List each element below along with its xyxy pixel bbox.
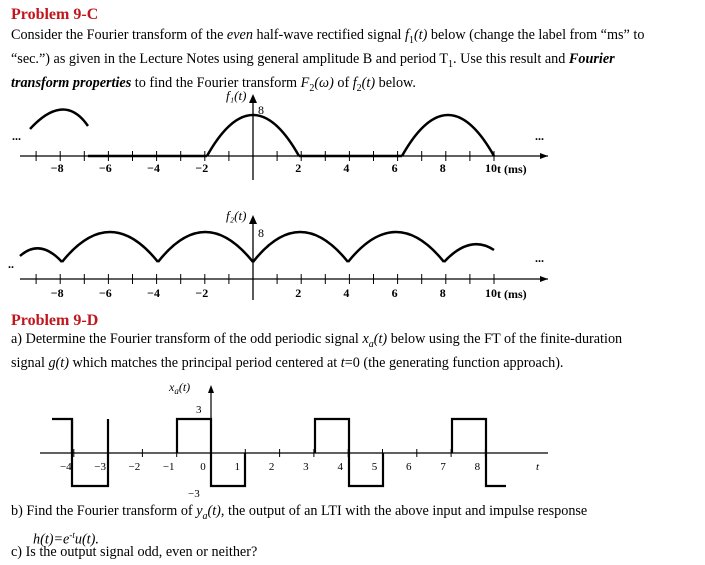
- problem-9d-c-line: c) Is the output signal odd, even or neither?: [11, 544, 258, 560]
- figure2-tick-label: 8: [439, 286, 446, 300]
- f2-ellipsis-right: ...: [535, 251, 544, 265]
- figure1-tick-label: 8: [439, 161, 446, 175]
- figure3-tick-label: 3: [303, 461, 309, 473]
- f2-ticks: [36, 274, 497, 300]
- f1-y-label: f₁(t): [226, 88, 247, 103]
- figure2-tick-label: 2: [295, 286, 302, 300]
- xa-y-label: $x_a(t)$: [169, 380, 191, 396]
- problem-9d-a-line-2: signal g(t) which matches the principal period centered at t=0 (the generating function approach).: [11, 354, 564, 371]
- figure3-tick-label: −1: [162, 461, 175, 473]
- f2-peak-label: 8: [258, 226, 264, 240]
- f1-peak-label: 8: [258, 103, 264, 117]
- problem-9c-line-1: Consider the Fourier transform of the even half-wave rectified signal $f_1(t)$ below (change the label from “ms” to: [11, 27, 645, 46]
- f1-arch-right: [402, 115, 494, 156]
- xa-axes: [40, 385, 548, 473]
- figure2-tick-label: −8: [50, 286, 64, 300]
- figure-f2-plot: [0, 208, 705, 308]
- figure2-tick-label: −6: [98, 286, 112, 300]
- f2-arch-4: [348, 232, 444, 262]
- figure2-tick-label: −4: [147, 286, 161, 300]
- problem-9c-line-2: “sec.”) as given in the Lecture Notes using general amplitude B and period $T_1$. Use this result and Fourier: [11, 50, 615, 70]
- xa-y-arrow: [208, 385, 214, 393]
- problem-9d-a-line-1: a) Determine the Fourier transform of the odd periodic signal $x_a(t)$ below using the FT of the finite-duration: [11, 331, 623, 350]
- figure3-tick-label: 0: [200, 461, 206, 473]
- f2-waveform: [20, 232, 494, 262]
- f1-x-arrow: [540, 153, 548, 159]
- figure3-tick-label: 4: [337, 461, 343, 473]
- f1-ellipsis-left: ...: [12, 129, 21, 143]
- figure1-tick-label: −4: [147, 161, 161, 175]
- figure1-tick-label: 10: [485, 161, 497, 175]
- xa-top-level-label: 3: [196, 404, 202, 416]
- f1-y-arrow: [249, 94, 257, 103]
- f1-ticks: [36, 151, 497, 175]
- problem-9d-b-line-2: $h(t)=e^{-t}u(t)$.: [33, 529, 99, 548]
- problem-9d-part-a: [11, 330, 701, 373]
- f2-arch-3: [253, 232, 348, 262]
- problem-9d-title: Problem 9-D: [11, 312, 99, 329]
- figure2-tick-label: 6: [391, 286, 398, 300]
- figure3-tick-label: −2: [128, 461, 141, 473]
- f1-x-label: t (ms): [497, 162, 527, 176]
- figure3-tick-label: 6: [406, 461, 412, 473]
- figure3-tick-label: −4: [59, 461, 72, 473]
- f2-ellipsis-left: ..: [8, 257, 14, 271]
- f2-arch-2: [158, 232, 253, 262]
- f2-y-arrow: [249, 215, 257, 224]
- xa-pulse-positive-3: [452, 419, 486, 453]
- figure1-tick-label: 4: [343, 161, 350, 175]
- figure3-tick-label: 8: [474, 461, 481, 473]
- f1-ellipsis-right: ...: [535, 129, 544, 143]
- xa-pulse-positive-2: [315, 419, 349, 453]
- xa-pulse-negative-3: [486, 453, 506, 486]
- xa-pulse-positive-1: [177, 419, 211, 453]
- figure1-tick-label: 6: [391, 161, 398, 175]
- f2-arch-0: [20, 248, 62, 262]
- figure-xa-plot: [0, 373, 705, 503]
- figure2-tick-label: 10: [485, 286, 497, 300]
- figure3-tick-label: 2: [268, 461, 275, 473]
- xa-pulse-negative-2: [349, 453, 383, 486]
- figure3-tick-label: 1: [234, 461, 241, 473]
- figure1-tick-label: −2: [195, 161, 209, 175]
- f1-arch-left: [30, 110, 88, 129]
- f2-x-label: t (ms): [497, 287, 527, 301]
- figure-f1-plot: [0, 84, 705, 184]
- f2-arch-1: [62, 232, 158, 262]
- figure3-tick-label: 7: [440, 461, 446, 473]
- figure2-tick-label: 4: [343, 286, 350, 300]
- figure3-tick-label: −3: [94, 461, 106, 473]
- f2-x-arrow: [540, 276, 548, 282]
- problem-9d-b-line-1: b) Find the Fourier transform of $y_a(t)$, the output of an LTI with the above input and impulse response: [11, 503, 588, 522]
- figure1-tick-label: −8: [50, 161, 64, 175]
- figure1-tick-label: −6: [98, 161, 112, 175]
- f2-y-label: f₂(t): [226, 208, 247, 223]
- f2-arch-5: [444, 244, 494, 262]
- problem-9c-line-3: transform properties to find the Fourier transform $F_2(\omega)$ of $f_2(t)$ below.: [11, 74, 416, 94]
- figure3-tick-label: 5: [371, 461, 378, 473]
- problem-9d-part-c: [11, 543, 701, 562]
- xa-bottom-level-label: −3: [188, 488, 200, 500]
- problem-9c-title: Problem 9-C: [11, 6, 99, 23]
- xa-x-label: t: [536, 461, 540, 473]
- figure1-tick-label: 2: [295, 161, 302, 175]
- figure2-tick-label: −2: [195, 286, 209, 300]
